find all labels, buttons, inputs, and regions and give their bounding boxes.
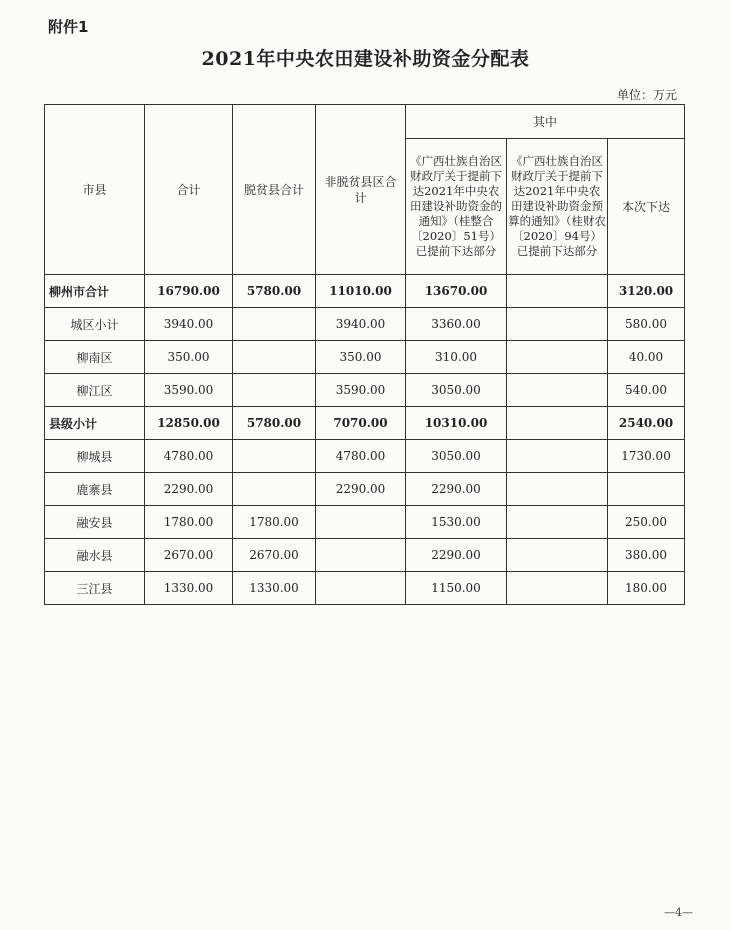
cell-col-b — [507, 407, 608, 440]
cell-non-poverty: 4780.00 — [316, 440, 406, 473]
cell-city: 柳州市合计 — [45, 275, 145, 308]
cell-col-b — [507, 539, 608, 572]
cell-col-c: 3120.00 — [608, 275, 685, 308]
cell-non-poverty — [316, 572, 406, 605]
table-row — [45, 473, 685, 506]
cell-poverty — [233, 440, 316, 473]
unit-label: 单位：万元 — [616, 88, 677, 102]
cell-poverty — [233, 308, 316, 341]
cell-col-c: 580.00 — [608, 308, 685, 341]
cell-col-b — [507, 374, 608, 407]
cell-total: 4780.00 — [145, 440, 233, 473]
cell-col-b — [507, 275, 608, 308]
header-non-poverty-total: 非脱贫县区合计 — [316, 105, 406, 275]
cell-poverty — [233, 473, 316, 506]
cell-col-a: 1150.00 — [406, 572, 507, 605]
cell-col-c — [608, 473, 685, 506]
cell-total: 3590.00 — [145, 374, 233, 407]
cell-col-a: 3050.00 — [406, 440, 507, 473]
cell-poverty: 1780.00 — [233, 506, 316, 539]
header-city: 市县 — [45, 105, 145, 275]
table-row — [45, 572, 685, 605]
header-total: 合计 — [145, 105, 233, 275]
header-col-b: 《广西壮族自治区财政厅关于提前下达2021年中央农田建设补助资金预算的通知》（桂财农〔2020〕94号）已提前下达部分 — [507, 139, 608, 275]
allocation-table — [44, 104, 685, 605]
table-row — [45, 374, 685, 407]
cell-col-c: 250.00 — [608, 506, 685, 539]
cell-poverty — [233, 341, 316, 374]
cell-col-b — [507, 341, 608, 374]
cell-total: 3940.00 — [145, 308, 233, 341]
table-row — [45, 341, 685, 374]
cell-col-b — [507, 440, 608, 473]
header-poverty-total: 脱贫县合计 — [233, 105, 316, 275]
cell-col-a: 3050.00 — [406, 374, 507, 407]
header-col-c: 本次下达 — [608, 139, 685, 275]
cell-col-b — [507, 473, 608, 506]
cell-non-poverty: 350.00 — [316, 341, 406, 374]
table-row — [45, 308, 685, 341]
table-row — [45, 275, 685, 308]
cell-city: 县级小计 — [45, 407, 145, 440]
cell-non-poverty: 3940.00 — [316, 308, 406, 341]
cell-total: 16790.00 — [145, 275, 233, 308]
cell-total: 1780.00 — [145, 506, 233, 539]
table-row — [45, 440, 685, 473]
cell-col-c: 380.00 — [608, 539, 685, 572]
cell-col-b — [507, 506, 608, 539]
cell-col-b — [507, 572, 608, 605]
cell-col-a: 10310.00 — [406, 407, 507, 440]
attachment-label: 附件1 — [48, 18, 89, 36]
cell-total: 350.00 — [145, 341, 233, 374]
table-row — [45, 539, 685, 572]
cell-non-poverty — [316, 539, 406, 572]
cell-city: 融水县 — [45, 539, 145, 572]
cell-col-a: 310.00 — [406, 341, 507, 374]
cell-total: 2290.00 — [145, 473, 233, 506]
cell-col-c: 180.00 — [608, 572, 685, 605]
cell-col-a: 13670.00 — [406, 275, 507, 308]
cell-total: 2670.00 — [145, 539, 233, 572]
cell-total: 12850.00 — [145, 407, 233, 440]
cell-city: 柳南区 — [45, 341, 145, 374]
cell-non-poverty: 11010.00 — [316, 275, 406, 308]
cell-city: 融安县 — [45, 506, 145, 539]
cell-poverty: 5780.00 — [233, 407, 316, 440]
table-row — [45, 506, 685, 539]
cell-city: 柳城县 — [45, 440, 145, 473]
cell-col-c: 40.00 — [608, 341, 685, 374]
cell-col-a: 2290.00 — [406, 539, 507, 572]
cell-col-b — [507, 308, 608, 341]
cell-col-c: 540.00 — [608, 374, 685, 407]
cell-col-a: 3360.00 — [406, 308, 507, 341]
cell-poverty — [233, 374, 316, 407]
cell-col-a: 2290.00 — [406, 473, 507, 506]
cell-non-poverty — [316, 506, 406, 539]
cell-city: 鹿寨县 — [45, 473, 145, 506]
cell-col-c: 1730.00 — [608, 440, 685, 473]
page-number: —4— — [664, 906, 693, 919]
header-among: 其中 — [406, 105, 685, 139]
cell-city: 城区小计 — [45, 308, 145, 341]
document-title: 2021年中央农田建设补助资金分配表 — [201, 48, 530, 70]
cell-non-poverty: 2290.00 — [316, 473, 406, 506]
cell-col-a: 1530.00 — [406, 506, 507, 539]
cell-poverty: 2670.00 — [233, 539, 316, 572]
header-col-a: 《广西壮族自治区财政厅关于提前下达2021年中央农田建设补助资金的通知》（桂整合〔2020〕51号）已提前下达部分 — [406, 139, 507, 275]
cell-poverty: 5780.00 — [233, 275, 316, 308]
table-row — [45, 407, 685, 440]
cell-poverty: 1330.00 — [233, 572, 316, 605]
cell-city: 柳江区 — [45, 374, 145, 407]
cell-col-c: 2540.00 — [608, 407, 685, 440]
cell-city: 三江县 — [45, 572, 145, 605]
cell-non-poverty: 7070.00 — [316, 407, 406, 440]
cell-total: 1330.00 — [145, 572, 233, 605]
cell-non-poverty: 3590.00 — [316, 374, 406, 407]
